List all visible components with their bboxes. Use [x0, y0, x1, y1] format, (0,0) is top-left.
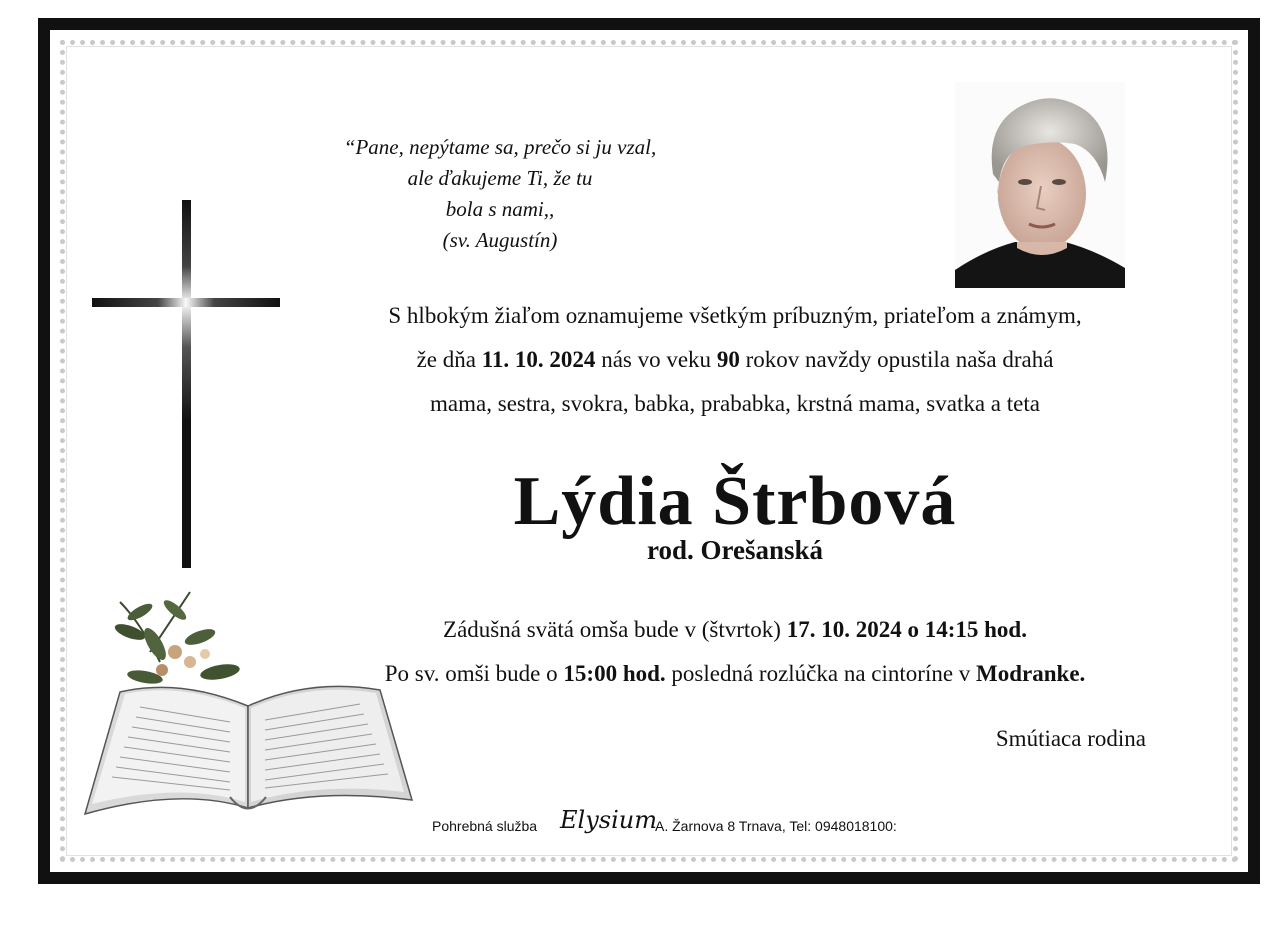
deceased-name: Lýdia Štrbová: [513, 463, 957, 540]
text-span: nás vo veku: [595, 347, 717, 372]
flowers: [113, 592, 241, 686]
age: 90: [716, 347, 740, 372]
open-book: [85, 686, 412, 814]
announcement-line: [300, 338, 1170, 382]
announcement-text: [300, 294, 1170, 426]
open-book-with-flowers-icon: [80, 582, 420, 822]
quote-line: ale ďakujeme Ti, že tu: [407, 166, 593, 190]
mass-datetime: 17. 10. 2024 o 14:15 hod.: [786, 617, 1027, 642]
text-span: že dňa: [416, 347, 482, 372]
text-span: Zádušná svätá omša bude v (štvrtok): [443, 617, 787, 642]
family-signature: Smútiaca rodina: [995, 726, 1146, 751]
text-span: Po sv. omši bude o: [384, 661, 564, 686]
elysium-logo: Elysium: [560, 806, 657, 834]
cemetery-place: Modranke.: [976, 661, 1086, 686]
cross-icon: [92, 200, 280, 568]
quote-line: “Pane, nepýtame sa, prečo si ju vzal,: [343, 135, 657, 159]
mass-details: [300, 608, 1170, 696]
text-span: rokov navždy opustila naša drahá: [739, 347, 1054, 372]
announcement-line: mama, sestra, svokra, babka, prababka, krstná mama, svatka a teta: [430, 391, 1040, 416]
date-of-death: 11. 10. 2024: [481, 347, 596, 372]
farewell-line: [300, 652, 1170, 696]
mass-line: [300, 608, 1170, 652]
funeral-service-address: A. Žarnova 8 Trnava, Tel: 0948018100:: [655, 818, 897, 834]
funeral-service-label: Pohrebná služba: [432, 818, 538, 834]
quote-author: (sv. Augustín): [442, 228, 558, 252]
quote-block: [300, 132, 700, 256]
funeral-service-footer: [330, 806, 1030, 846]
announcement-line: S hlbokým žiaľom oznamujeme všetkým príbuzným, priateľom a známym,: [388, 303, 1082, 328]
maiden-name: rod. Orešanská: [646, 535, 824, 565]
quote-line: bola s nami,,: [445, 197, 555, 221]
text-span: posledná rozlúčka na cintoríne v: [665, 661, 977, 686]
farewell-time: 15:00 hod.: [563, 661, 666, 686]
portrait-photo: [955, 82, 1125, 288]
